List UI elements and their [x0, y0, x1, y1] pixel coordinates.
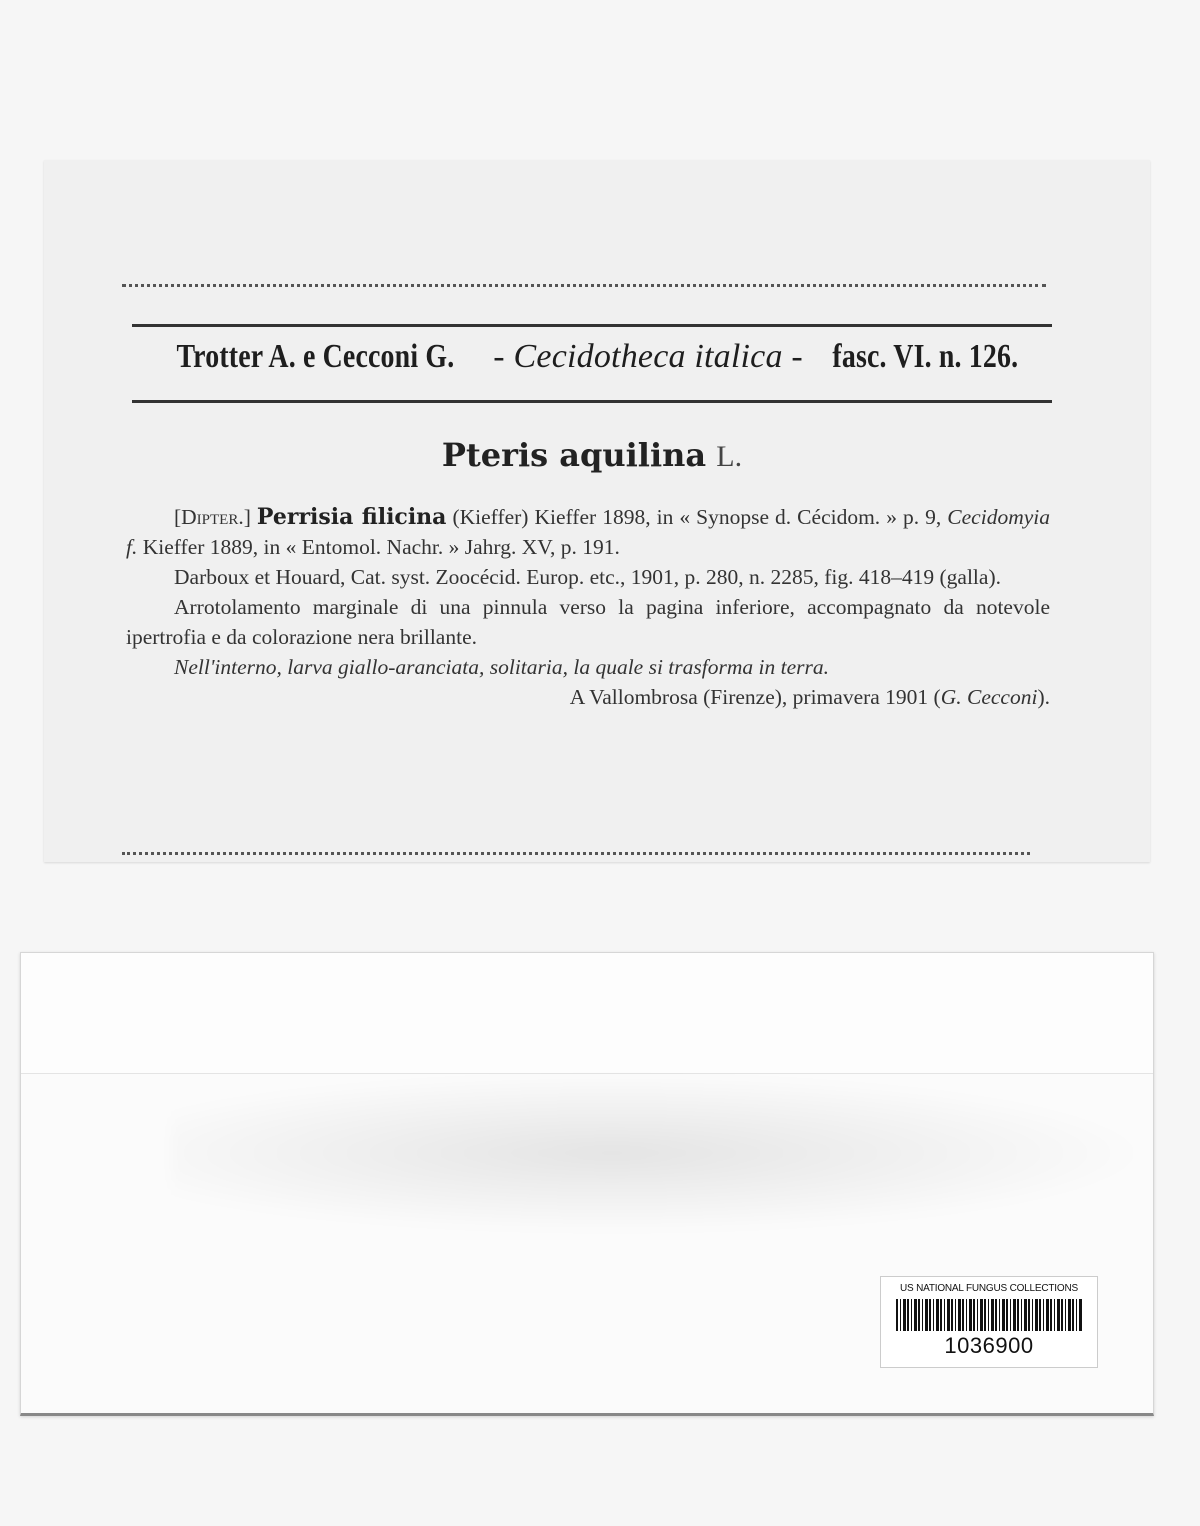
citation-a: (Kieffer) Kieffer 1898, in « Synopse d. Cécidom. » p. 9,	[446, 505, 948, 529]
species-author: L.	[716, 440, 743, 473]
barcode-label	[880, 1276, 1098, 1368]
species-name: Pteris aquilina	[441, 436, 707, 474]
barcode-icon	[896, 1299, 1082, 1331]
paragraph-description: Arrotolamento marginale di una pinnula verso la pagina inferiore, accompagnato da notevole ipertrofia e da colorazione nera brillante.	[126, 595, 1050, 649]
citation-b: Kieffer 1889, in « Entomol. Nachr. » Jahrg. XV, p. 191.	[137, 535, 620, 559]
host-species	[122, 436, 1062, 474]
header-bottom-rule	[132, 400, 1052, 403]
label-body	[126, 502, 1050, 712]
header-top-rule	[132, 324, 1052, 327]
paragraph-locality	[126, 682, 1050, 712]
bottom-dotted-rule	[122, 852, 1030, 855]
header-fascicle: fasc. VI. n. 126.	[832, 338, 1018, 375]
order-tag: [Dipter.]	[174, 505, 251, 529]
gall-taxon: Perrisia filicina	[256, 504, 447, 530]
paragraph-reference: Darboux et Houard, Cat. syst. Zoocécid. Europ. etc., 1901, p. 280, n. 2285, fig. 418–419 (galla).	[174, 565, 1001, 589]
header-authors: Trotter A. e Cecconi G.	[176, 338, 455, 375]
locality: A Vallombrosa (Firenze), primavera 1901 (	[569, 685, 941, 709]
synonym: Cecidomyia f.	[126, 505, 1050, 559]
header-separator: -	[782, 338, 812, 375]
barcode-number: 1036900	[944, 1333, 1034, 1358]
collector: G. Cecconi	[940, 685, 1038, 709]
locality-end: ).	[1037, 685, 1050, 709]
paragraph-taxon	[126, 502, 1050, 562]
envelope-flap	[21, 953, 1153, 1074]
header-series: Cecidotheca italica	[513, 338, 783, 375]
specimen-impression	[171, 1073, 1151, 1233]
top-dotted-rule	[122, 284, 1046, 287]
paragraph-larva: Nell'interno, larva giallo-aranciata, solitaria, la quale si trasforma in terra.	[174, 655, 829, 679]
header-separator: -	[484, 338, 514, 375]
label-header	[122, 338, 1062, 376]
barcode-institution: US NATIONAL FUNGUS COLLECTIONS	[900, 1283, 1078, 1294]
